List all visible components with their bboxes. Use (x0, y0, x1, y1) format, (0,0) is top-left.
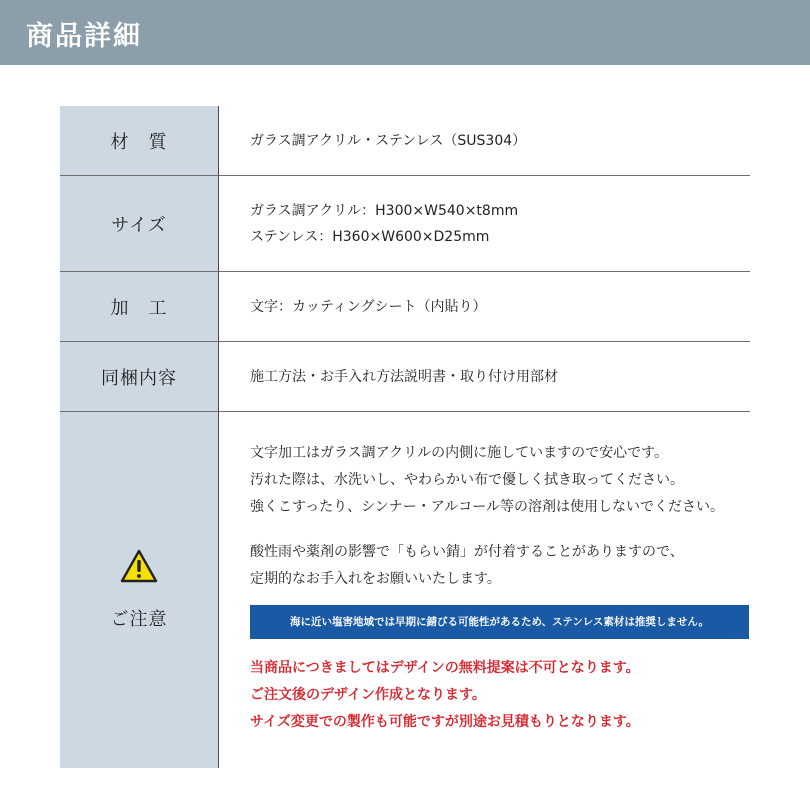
material-label: 材 質 (60, 106, 219, 175)
included-line: 施工方法・お手入れ方法説明書・取り付け用部材 (250, 368, 558, 385)
row-size (60, 176, 750, 272)
page-title: 商品詳細 (26, 21, 142, 52)
processing-value (219, 272, 750, 341)
rust-line: 定期的なお手入れをお願いいたします。 (250, 571, 501, 587)
size-value (219, 176, 750, 271)
care-line: 強くこすったり、シンナー・アルコール等の溶剤は使用しないでください。 (250, 499, 724, 515)
care-line: 汚れた際は、水洗いし、やわらかい布で優しく拭き取ってください。 (250, 472, 684, 488)
caution-header (60, 412, 219, 768)
row-included (60, 342, 750, 412)
spec-table (60, 106, 750, 768)
design-notes (250, 655, 750, 736)
salt-damage-notice: 海に近い塩害地域では早期に錆びる可能性があるため、ステンレス素材は推奨しません。 (250, 605, 749, 639)
care-paragraph (250, 440, 750, 521)
processing-line: 文字：カッティングシート（内貼り） (250, 298, 487, 315)
processing-label: 加 工 (60, 272, 219, 341)
warning-icon (120, 549, 158, 583)
included-value (219, 342, 750, 411)
material-line: ガラス調アクリル・ステンレス（SUS304） (250, 132, 527, 149)
size-label: サイズ (60, 176, 219, 271)
row-caution (60, 412, 750, 768)
material-value (219, 106, 750, 175)
caution-content (219, 412, 750, 768)
caution-label: ご注意 (110, 609, 168, 630)
size-line-stainless: ステンレス：H360×W600×D25mm (250, 228, 490, 245)
design-note-line: サイズ変更での製作も可能ですが別途お見積もりとなります。 (250, 714, 640, 730)
rust-line: 酸性雨や薬剤の影響で「もらい錆」が付着することがありますので、 (250, 544, 684, 560)
care-line: 文字加工はガラス調アクリルの内側に施していますので安心です。 (250, 445, 669, 461)
rust-paragraph (250, 539, 750, 593)
design-note-line: ご注文後のデザイン作成となります。 (250, 687, 486, 703)
design-note-line: 当商品につきましてはデザインの無料提案は不可となります。 (250, 660, 640, 676)
row-processing (60, 272, 750, 342)
size-line-acrylic: ガラス調アクリル：H300×W540×t8mm (250, 202, 519, 219)
page-header (0, 0, 810, 65)
row-material (60, 106, 750, 176)
included-label: 同梱内容 (60, 342, 219, 411)
